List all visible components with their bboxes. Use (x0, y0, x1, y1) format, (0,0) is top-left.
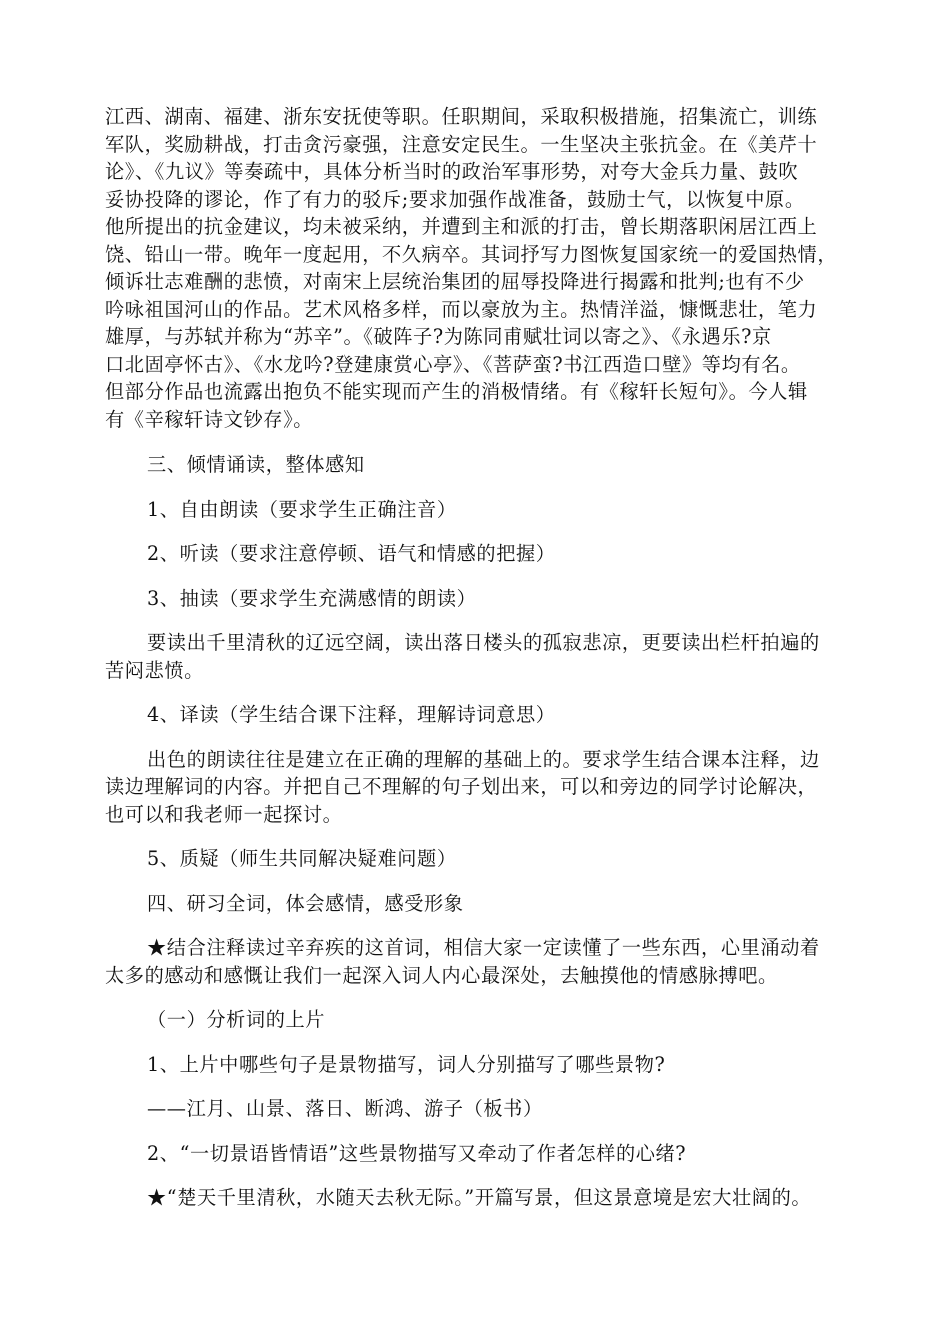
text-line: 雄厚，与苏轼并称为“苏辛”。《破阵子?为陈同甫赋壮词以寄之》、《永遇乐?京 (105, 325, 772, 348)
star-paragraph (105, 934, 855, 989)
answer-scenery: ——江月、山景、落日、断鸿、游子（板书） (147, 1097, 543, 1120)
text-line: 也可以和我老师一起探讨。 (105, 802, 343, 826)
reading-requirement-paragraph (105, 629, 855, 684)
text-line: 口北固亭怀古》、《水龙吟?登建康赏心亭》、《菩萨蛮?书江西造口壁》等均有名。 (105, 352, 801, 376)
question-emotion: 2、“一切景语皆情语”这些景物描写又牵动了作者怎样的心绪? (147, 1141, 687, 1165)
text-line: 吟咏祖国河山的作品。艺术风格多样，而以豪放为主。热情洋溢，慷慨悲壮，笔力 (105, 297, 818, 321)
sub-heading-first-half: （一）分析词的上片 (147, 1008, 326, 1031)
text-line: 江西、湖南、福建、浙东安抚使等职。任职期间，采取积极措施，招集流亡，训练 (105, 105, 818, 128)
text-line: 苦闷悲愤。 (105, 658, 204, 682)
text-line: 要读出千里清秋的辽远空阔，读出落日楼头的孤寂悲凉，更要读出栏杆拍遍的 (147, 631, 820, 654)
list-item-free-reading: 1、自由朗读（要求学生正确注音） (147, 497, 457, 521)
text-line: 他所提出的抗金建议，均未被采纳，并遭到主和派的打击，曾长期落职闲居江西上 (105, 215, 818, 238)
text-line: 妥协投降的谬论，作了有力的驳斥;要求加强作战准备，鼓励士气，以恢复中原。 (105, 187, 805, 211)
text-line: 论》、《九议》等奏疏中，具体分析当时的政治军事形势，对夸大金兵力量、鼓吹 (105, 160, 799, 183)
list-item-questioning: 5、质疑（师生共同解决疑难问题） (147, 847, 457, 870)
text-line: 但部分作品也流露出抱负不能实现而产生的消极情绪。有《稼轩长短句》。今人辑 (105, 380, 808, 403)
text-line: 出色的朗读往往是建立在正确的理解的基础上的。要求学生结合课本注释，边 (147, 747, 820, 771)
text-line: ★结合注释读过辛弃疾的这首词，相信大家一定读懂了一些东西，心里涌动着 (147, 936, 820, 959)
question-scenery: 1、上片中哪些句子是景物描写，词人分别描写了哪些景物? (147, 1052, 666, 1076)
biography-paragraph (105, 103, 855, 433)
list-item-translate-reading: 4、译读（学生结合课下注释，理解诗词意思） (147, 703, 556, 726)
text-line: 饶、铅山一带。晚年一度起用，不久病卒。其词抒写力图恢复国家统一的爱国热情， (105, 242, 838, 266)
text-line: 倾诉壮志难酬的悲愤，对南宋上层统治集团的屈辱投降进行揭露和批判;也有不少 (105, 270, 805, 293)
list-item-selected-reading: 3、抽读（要求学生充满感情的朗读） (147, 586, 477, 610)
text-line: 军队，奖励耕战，打击贪污豪强，注意安定民生。一生坚决主张抗金。在《美芹十 (105, 132, 818, 156)
document-page (105, 103, 855, 1212)
text-line: 有《辛稼轩诗文钞存》。 (105, 407, 314, 431)
text-line: 太多的感动和感慨让我们一起深入词人内心最深处，去触摸他的情感脉搏吧。 (105, 963, 778, 987)
section-heading-reading: 三、倾情诵读，整体感知 (147, 453, 365, 476)
list-item-listen-reading: 2、听读（要求注意停顿、语气和情感的把握） (147, 542, 556, 565)
answer-emotion: ★“楚天千里清秋，水随天去秋无际。”开篇写景，但这景意境是宏大壮阔的。 (147, 1186, 812, 1209)
text-line: 读边理解词的内容。并把自己不理解的句子划出来，可以和旁边的同学讨论解决， (105, 775, 818, 798)
translation-paragraph (105, 746, 855, 829)
section-heading-study: 四、研习全词，体会感情，感受形象 (147, 891, 464, 915)
